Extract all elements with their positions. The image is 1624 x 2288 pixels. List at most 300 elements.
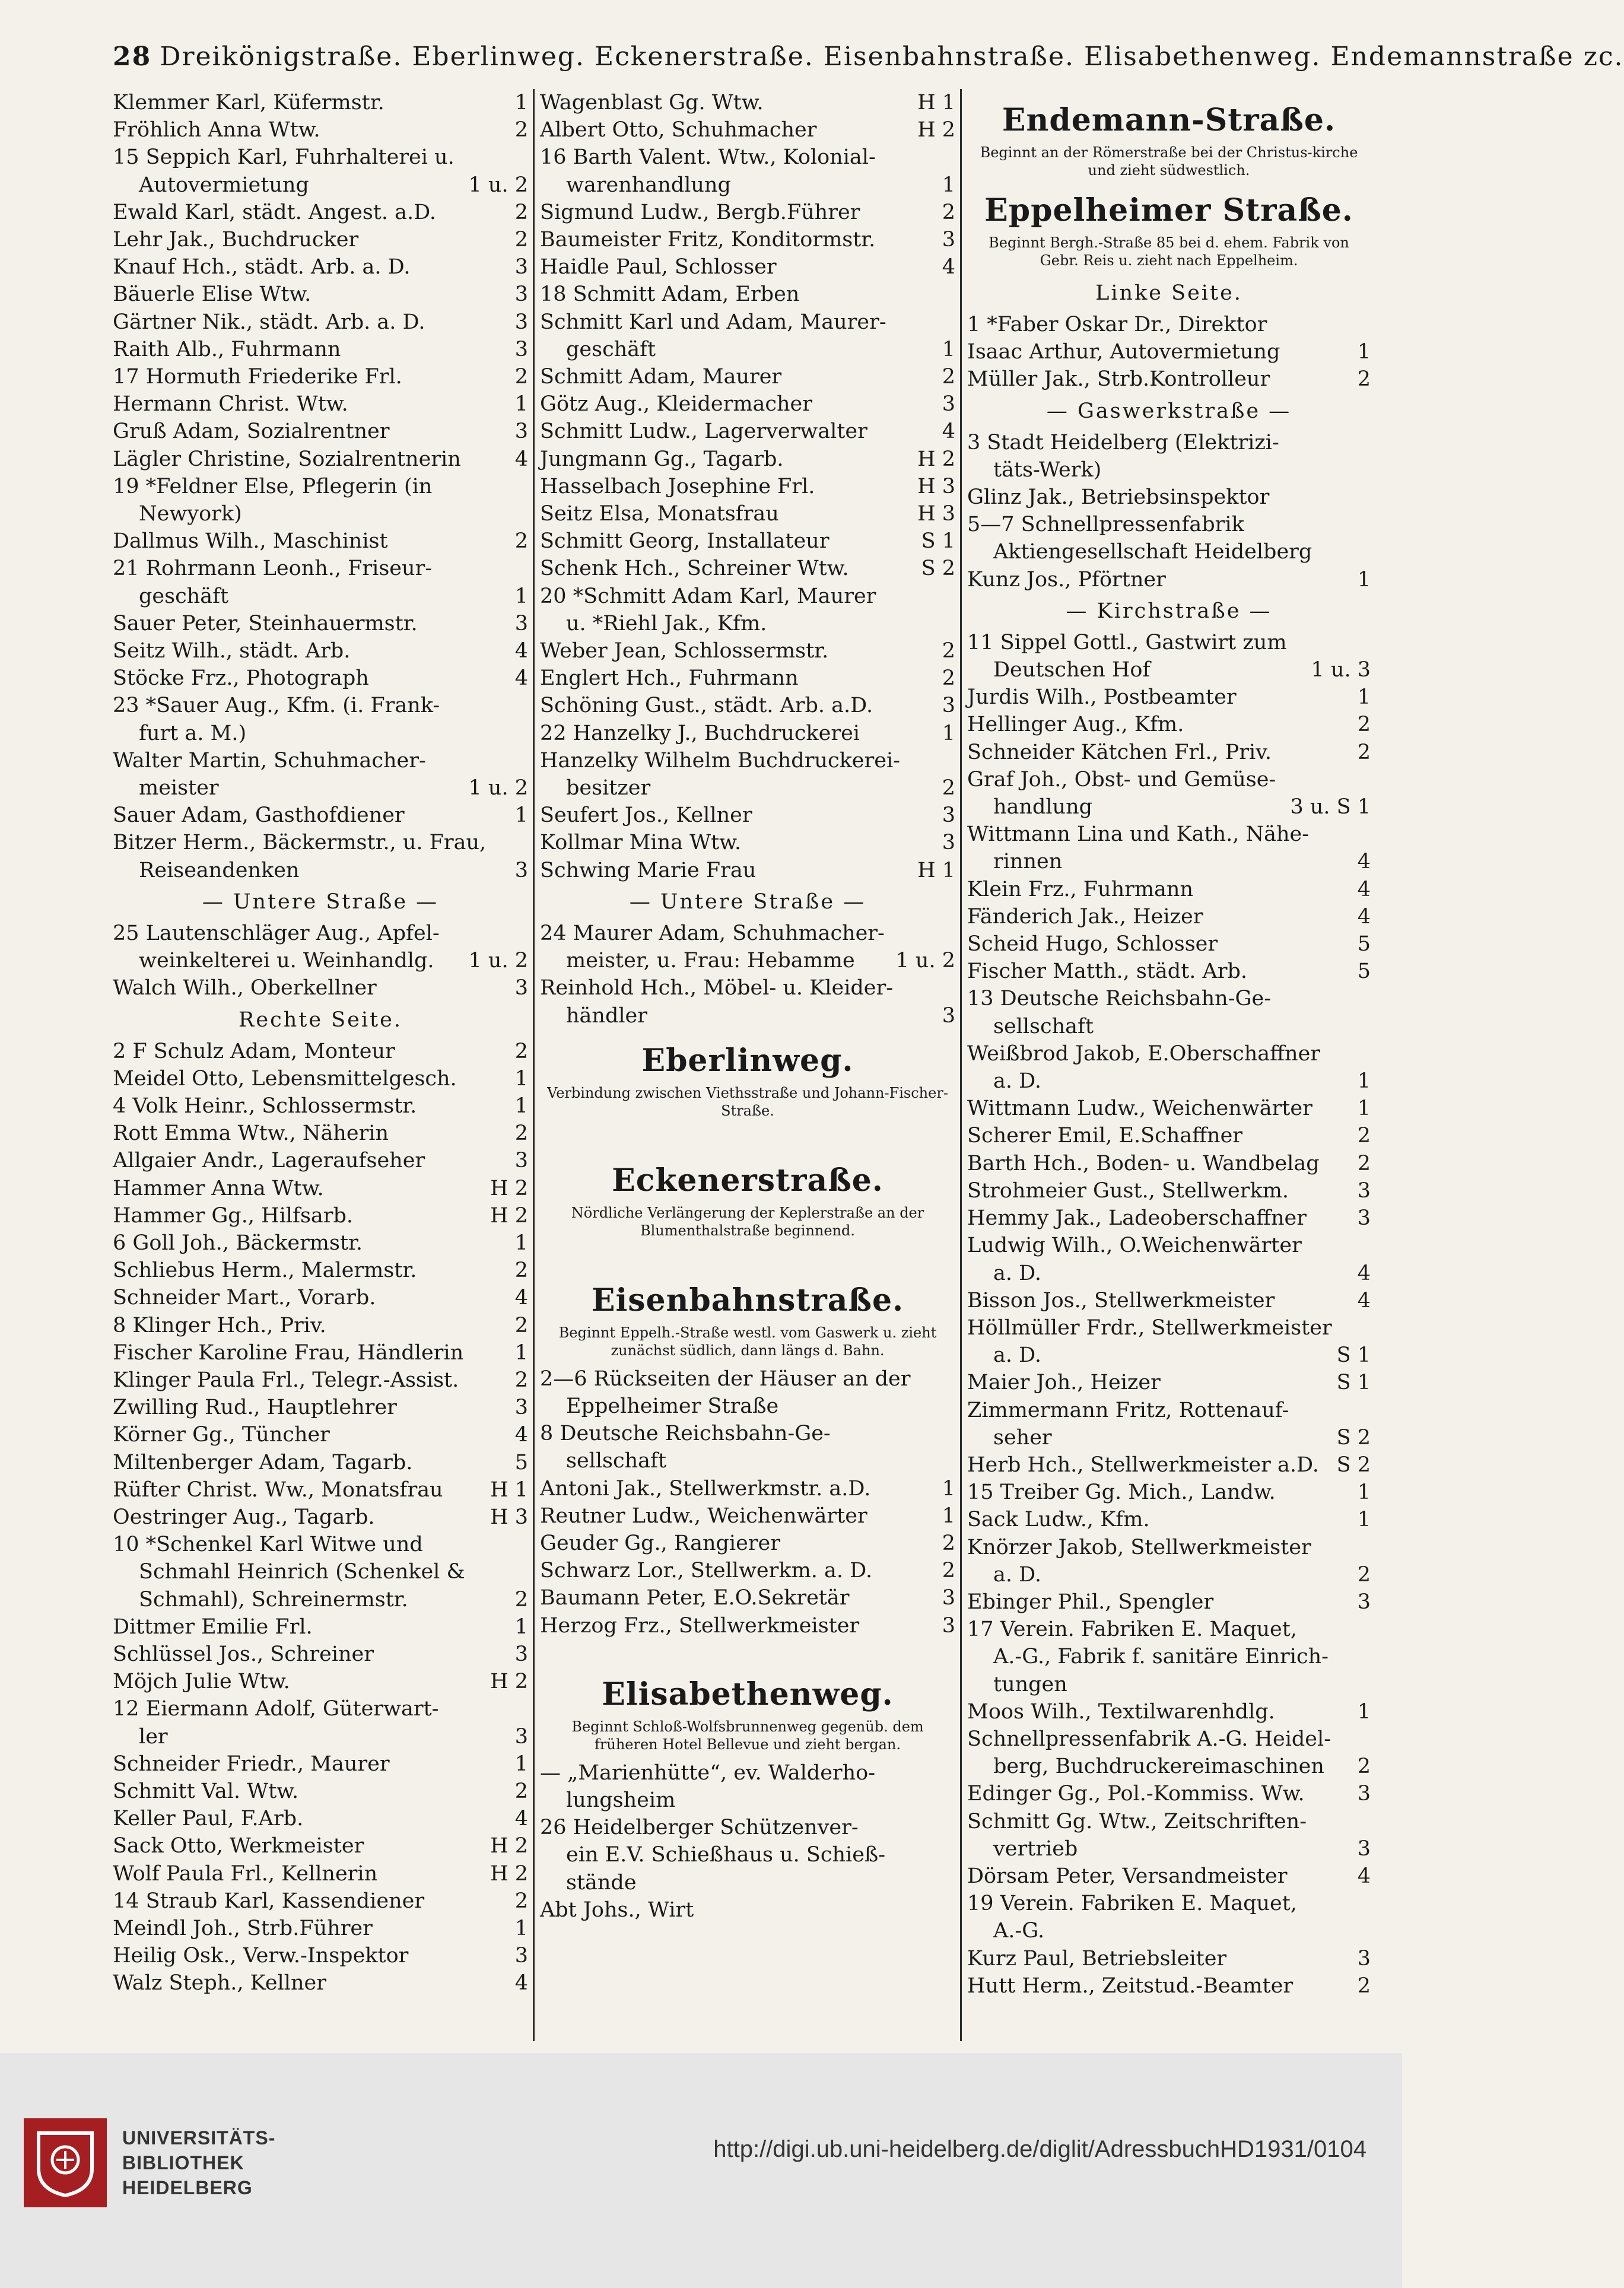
entry-text: 19 Verein. Fabriken E. Maquet, [967,1892,1297,1916]
entry-floor: H 2 [490,1834,528,1858]
entry-text: Rott Emma Wtw., Näherin [113,1121,389,1146]
entry-text: Baumann Peter, E.O.Sekretär [540,1586,850,1610]
entry-floor: 2 [942,639,955,663]
directory-entry [967,1808,1371,1835]
entry-floor: 3 [1357,1782,1371,1806]
entry-text: Kollmar Mina Wtw. [540,831,742,855]
entry-floor: 2 [514,1121,528,1146]
entry-floor: 3 [942,1003,955,1028]
directory-entry [540,1814,955,1841]
directory-entry [113,1942,528,1969]
entry-floor: 4 [1357,904,1371,929]
directory-entry [113,1613,528,1641]
viewer-footer [0,2053,1402,2288]
entry-text: 23 *Sauer Aug., Kfm. (i. Frank- [113,694,440,718]
entry-text: sellschaft [993,1014,1094,1038]
directory-entry [967,1890,1371,1917]
entry-text: Barth Hch., Boden- u. Wandbelag [967,1151,1320,1175]
page-header [113,30,1624,83]
entry-continuation [113,1558,528,1585]
entry-continuation [540,1869,955,1896]
entry-continuation [967,1561,1371,1588]
entry-floor: H 2 [490,1203,528,1228]
entry-floor: 1 [514,803,528,828]
directory-entry [113,974,528,1002]
directory-entry [540,857,955,884]
directory-entry [113,226,528,253]
entry-continuation [113,171,528,199]
directory-entry [540,199,955,226]
entry-text: Hermann Christ. Wtw. [113,392,348,417]
entry-text: Graf Joh., Obst- und Gemüse- [967,767,1276,792]
directory-entry [967,1451,1371,1479]
entry-floor: 1 [1357,1097,1371,1121]
directory-entry [540,1557,955,1584]
entry-floor: 2 [514,200,528,224]
entry-text: Schneider Mart., Vorarb. [113,1286,376,1310]
entry-floor: 2 [514,365,528,389]
directory-entry [113,1641,528,1668]
entry-floor: 4 [1357,850,1371,874]
entry-floor: 4 [514,1807,528,1831]
entry-text: Herzog Frz., Stellwerkmeister [540,1613,860,1638]
entry-continuation [113,947,528,974]
entry-continuation [113,1586,528,1613]
directory-entry [113,829,528,856]
entry-text: Newyork) [139,502,242,526]
section-subheading: — Kirchstraße — [1066,599,1272,623]
entry-floor: 2 [1357,1151,1371,1175]
entry-text: Schmitt Karl und Adam, Maurer- [540,310,886,334]
entry-text: Schmitt Val. Wtw. [113,1779,299,1803]
section-subheading: — Untere Straße — [202,889,439,914]
entry-text: ler [139,1724,168,1749]
entry-text: Ewald Karl, städt. Angest. a.D. [113,200,437,224]
page-number: 28 [113,41,152,72]
entry-text: Heilig Osk., Verw.-Inspektor [113,1944,409,1968]
entry-text: a. D. [993,1261,1042,1285]
entry-text: Aktiengesellschaft Heidelberg [993,540,1312,564]
entry-continuation [540,336,955,363]
directory-entry [113,1695,528,1723]
entry-floor: 2 [514,1587,528,1612]
street-heading: Endemann-Straße. [1002,102,1336,138]
entry-text: Sauer Adam, Gasthofdiener [113,803,405,828]
entry-text: Eppelheimer Straße [566,1394,779,1418]
directory-entry [967,1205,1371,1232]
entry-floor: 2 [514,1368,528,1392]
directory-entry [967,1588,1371,1616]
entry-floor: 3 [514,1396,528,1420]
entry-text: Seitz Wilh., städt. Arb. [113,639,351,663]
entry-text: händler [566,1003,647,1028]
entry-floor: H 2 [490,1861,528,1886]
entry-text: Schwing Marie Frau [540,858,757,882]
directory-entry [113,281,528,308]
entry-text: vertrieb [993,1836,1078,1861]
directory-entry [113,1504,528,1531]
entry-text: Strohmeier Gust., Stellwerkm. [967,1178,1289,1203]
entry-floor: 3 [942,228,955,252]
entry-floor: 1 [1357,685,1371,710]
entry-text: sellschaft [566,1449,667,1473]
directory-entry [113,390,528,418]
entry-text: Schneider Kätchen Frl., Priv. [967,740,1272,764]
entry-floor: 2 [514,1779,528,1803]
directory-entry [113,1065,528,1092]
entry-text: meister [139,776,219,800]
entry-text: geschäft [139,584,229,608]
entry-floor: S 2 [921,557,955,581]
entry-continuation [967,1643,1371,1670]
entry-floor: H 3 [917,474,955,498]
entry-text: Wittmann Ludw., Weichenwärter [967,1097,1312,1121]
directory-entry [967,739,1371,766]
entry-text: Geuder Gg., Rangierer [540,1531,780,1555]
directory-entry [967,311,1371,338]
directory-entry [113,1202,528,1229]
directory-entry [967,1534,1371,1561]
entry-floor: 2 [942,200,955,224]
directory-entry [540,720,955,747]
entry-floor: 2 [942,776,955,800]
directory-entry [113,1284,528,1311]
directory-entry [113,1339,528,1367]
directory-entry [113,144,528,171]
entry-text: Fänderich Jak., Heizer [967,904,1203,929]
entry-text: Meindl Joh., Strb.Führer [113,1917,373,1940]
entry-text: besitzer [566,776,651,800]
entry-continuation [967,1835,1371,1863]
entry-floor: S 1 [1336,1371,1371,1395]
directory-entry [967,930,1371,958]
directory-page [113,24,1624,2041]
entry-floor: 3 [1357,1836,1371,1861]
entry-text: Fröhlich Anna Wtw. [113,118,320,142]
directory-entry [540,747,955,774]
entry-text: Antoni Jak., Stellwerkmstr. a.D. [540,1476,871,1501]
entry-text: Isaac Arthur, Autovermietung [967,340,1280,364]
entry-text: Höllmüller Frdr., Stellwerkmeister [967,1315,1332,1340]
entry-floor: 1 u. 2 [895,949,955,973]
entry-text: A.-G., Fabrik f. sanitäre Einrich- [993,1645,1329,1669]
entry-text: Hammer Gg., Hilfsarb. [113,1203,354,1228]
entry-floor: 4 [514,1971,528,1995]
entry-text: a. D. [993,1343,1042,1368]
entry-floor: 3 [514,611,528,635]
directory-entry [540,418,955,445]
directory-entry [967,1780,1371,1807]
entry-continuation [967,456,1371,484]
entry-floor: 3 [514,1944,528,1968]
entry-text: A.-G. [993,1919,1045,1943]
entry-floor: 1 [514,1615,528,1639]
entry-text: Stöcke Frz., Photograph [113,666,369,691]
entry-floor: H 3 [917,502,955,526]
section-gap [540,1126,955,1149]
street-description: Beginnt an der Römerstraße bei der Christus-kirche und zieht südwestlich. [980,144,1358,179]
entry-floor: 1 [942,1476,955,1501]
entry-floor: 1 [942,337,955,361]
entry-continuation [540,610,955,637]
entry-text: u. *Riehl Jak., Kfm. [566,611,767,635]
directory-entry [113,253,528,281]
entry-text: Hemmy Jak., Ladeoberschaffner [967,1206,1307,1231]
column-right [967,89,1371,2041]
entry-continuation [113,720,528,747]
entry-text: Schliebus Herm., Malermstr. [113,1259,417,1283]
entry-text: Abt Johs., Wirt [540,1898,694,1922]
entry-text: Schnellpressenfabrik A.-G. Heidel- [967,1727,1331,1751]
directory-entry [540,1612,955,1639]
entry-continuation [113,857,528,884]
entry-text: Glinz Jak., Betriebsinspektor [967,485,1270,510]
entry-text: 4 Volk Heinr., Schlossermstr. [113,1094,417,1118]
street-description: Beginnt Bergh.-Straße 85 bei d. ehem. Fabrik von Gebr. Reis u. zieht nach Eppelheim. [989,234,1349,269]
directory-entry [113,1750,528,1778]
entry-text: Dörsam Peter, Versandmeister [967,1864,1288,1888]
directory-entry [540,390,955,418]
directory-entry [967,511,1371,538]
entry-floor: 1 [514,91,528,115]
library-logo[interactable] [24,2118,275,2207]
directory-entry [967,1150,1371,1177]
library-name: UNIVERSITÄTS- BIBLIOTHEK HEIDELBERG [122,2127,276,2198]
directory-entry [540,527,955,555]
directory-entry [967,684,1371,711]
entry-floor: 2 [514,1889,528,1913]
directory-entry [113,199,528,226]
directory-entry [540,555,955,582]
entry-floor: 1 u. 3 [1311,658,1371,682]
entry-text: 2—6 Rückseiten der Häuser an der [540,1367,911,1391]
street-heading: Elisabethenweg. [602,1676,894,1712]
entry-continuation [967,848,1371,875]
directory-entry [967,1397,1371,1424]
entry-floor: 3 [514,255,528,279]
entry-floor: 2 [514,1259,528,1283]
entry-floor: S 2 [1336,1425,1371,1450]
entry-floor: 2 [514,529,528,554]
entry-continuation [967,1753,1371,1780]
directory-entry [967,1095,1371,1122]
directory-entry [967,1040,1371,1067]
directory-entry [967,1314,1371,1342]
entry-floor: 5 [1357,932,1371,956]
entry-floor: H 2 [490,1670,528,1694]
directory-entry [967,1863,1371,1890]
street-description: Verbindung zwischen Viethsstraße und Johann-Fischer-Straße. [547,1084,948,1119]
entry-floor: 4 [1357,1261,1371,1285]
entry-floor: S 2 [1336,1453,1371,1477]
entry-floor: 5 [1357,959,1371,984]
entry-text: 3 Stadt Heidelberg (Elektrizi- [967,430,1279,455]
entry-text: furt a. M.) [139,721,247,745]
section-subheading: — Gaswerkstraße — [1046,399,1292,423]
entry-text: Hanzelky Wilhelm Buchdruckerei- [540,748,900,773]
entry-floor: S 1 [1336,1343,1371,1368]
directory-entry [113,309,528,336]
entry-floor: 1 [514,1917,528,1940]
entry-floor: 1 u. 2 [468,776,528,800]
entry-continuation [967,656,1371,684]
entry-continuation [967,1424,1371,1451]
entry-floor: 3 [942,694,955,718]
directory-entry [113,336,528,363]
entry-floor: 2 [514,118,528,142]
directory-entry [967,1177,1371,1205]
entry-text: handlung [993,795,1093,819]
entry-text: Seufert Jos., Kellner [540,803,752,828]
entry-text: Schwarz Lor., Stellwerkm. a. D. [540,1559,873,1583]
entry-continuation [540,1841,955,1868]
entry-text: seher [993,1425,1052,1450]
directory-entry [113,1421,528,1448]
entry-text: 15 Seppich Karl, Fuhrhalterei u. [113,145,455,170]
entry-text: meister, u. Frau: Hebamme [566,949,855,973]
directory-entry [113,1257,528,1284]
entry-text: Schmitt Gg. Wtw., Zeitschriften- [967,1809,1307,1833]
column-left [113,89,528,2041]
directory-entry [540,309,955,336]
entry-continuation [967,1342,1371,1369]
entry-floor: 4 [514,447,528,471]
street-heading: Eisenbahnstraße. [591,1282,904,1318]
entry-text: Herb Hch., Stellwerkmeister a.D. [967,1453,1319,1477]
directory-entry [113,692,528,719]
entry-floor: 1 [514,584,528,608]
directory-entry [540,89,955,116]
directory-entry [967,429,1371,456]
directory-entry [967,1945,1371,1972]
entry-continuation [540,171,955,199]
entry-floor: 1 [514,1094,528,1118]
entry-text: Schmitt Adam, Maurer [540,365,782,389]
entry-text: Scherer Emil, E.Schaffner [967,1124,1243,1148]
directory-entry [540,692,955,719]
entry-floor: 4 [514,1423,528,1447]
entry-text: Dallmus Wilh., Maschinist [113,529,388,554]
directory-entry [540,473,955,500]
entry-text: berg, Buchdruckereimaschinen [993,1755,1324,1779]
column-middle [540,89,955,2041]
entry-text: Edinger Gg., Pol.-Kommiss. Ww. [967,1782,1305,1806]
directory-entry [540,500,955,527]
directory-entry [967,1698,1371,1725]
entry-text: Knauf Hch., städt. Arb. a. D. [113,255,411,279]
directory-entry [113,1394,528,1421]
entry-text: Walter Martin, Schuhmacher- [113,748,426,773]
entry-floor: 2 [1357,367,1371,392]
entry-floor: 2 [1357,1755,1371,1779]
entry-text: Wolf Paula Frl., Kellnerin [113,1861,378,1886]
entry-floor: 4 [1357,877,1371,901]
directory-entry [113,1860,528,1887]
entry-text: Baumeister Fritz, Konditormstr. [540,228,876,252]
directory-entry [967,1725,1371,1753]
entry-floor: 1 u. 2 [468,173,528,197]
entry-floor: 1 [514,392,528,417]
entry-text: Allgaier Andr., Lageraufseher [113,1149,425,1173]
entry-text: Gruß Adam, Sozialrentner [113,420,390,444]
entry-text: Albert Otto, Schuhmacher [540,118,817,142]
entry-floor: 3 [514,976,528,1000]
entry-text: Reutner Ludw., Weichenwärter [540,1504,867,1528]
entry-floor: 1 [942,173,955,197]
directory-entry [540,116,955,144]
entry-floor: H 1 [917,858,955,882]
entry-floor: 1 [1357,1480,1371,1505]
entry-floor: 4 [514,1286,528,1310]
entry-text: täts-Werk) [993,457,1102,482]
entry-text: Sauer Peter, Steinhauermstr. [113,611,418,635]
entry-floor: 3 u. S 1 [1290,795,1371,819]
entry-text: Schöning Gust., städt. Arb. a.D. [540,694,873,718]
entry-text: Walch Wilh., Oberkellner [113,976,377,1000]
street-description: Nördliche Verlängerung der Keplerstraße an der Blumenthalstraße beginnend. [571,1204,924,1239]
directory-entry [540,253,955,281]
entry-floor: 1 [514,1340,528,1365]
section-subheading: — Untere Straße — [629,889,866,914]
entry-floor: 2 [1357,713,1371,737]
directory-entry [113,473,528,500]
entry-text: Meidel Otto, Lebensmittelgesch. [113,1066,457,1091]
entry-floor: 2 [514,1313,528,1337]
entry-continuation [967,1260,1371,1287]
directory-entry [540,583,955,610]
directory-entry [113,1832,528,1860]
directory-entry [540,1420,955,1447]
entry-text: Scheid Hugo, Schlosser [967,932,1218,956]
directory-entry [113,802,528,829]
entry-text: 14 Straub Karl, Kassendiener [113,1889,425,1913]
entry-text: 8 Deutsche Reichsbahn-Ge- [540,1422,831,1446]
entry-text: Ludwig Wilh., O.Weichenwärter [967,1234,1302,1258]
directory-entry [967,1287,1371,1314]
entry-text: a. D. [993,1069,1042,1094]
entry-text: 5—7 Schnellpressenfabrik [967,513,1244,537]
directory-entry [113,1449,528,1476]
directory-entry [540,1365,955,1393]
entry-text: Schmitt Georg, Installateur [540,529,830,554]
directory-entry [113,555,528,582]
entry-text: Kurz Paul, Betriebsleiter [967,1946,1227,1971]
directory-entry [540,144,955,171]
entry-text: 12 Eiermann Adolf, Güterwart- [113,1697,439,1721]
entry-continuation [113,1723,528,1750]
directory-entry [540,829,955,856]
entry-text: tungen [993,1672,1067,1696]
directory-entry [113,1969,528,1997]
entry-floor: H 2 [917,447,955,471]
permalink-url[interactable]: http://digi.ub.uni-heidelberg.de/diglit/AdressbuchHD1931/0104 [713,2136,1366,2162]
directory-entry [113,1175,528,1202]
entry-floor: 3 [514,1724,528,1749]
directory-entry [540,1896,955,1924]
column-divider [533,89,535,2041]
entry-text: Wittmann Lina und Kath., Nähe- [967,822,1310,847]
entry-text: 19 *Feldner Else, Pflegerin (in [113,474,433,498]
entry-text: geschäft [566,337,656,361]
directory-entry [967,338,1371,366]
entry-text: Sack Ludw., Kfm. [967,1508,1150,1532]
entry-floor: 4 [1357,1864,1371,1888]
directory-entry [113,446,528,473]
entry-text: Haidle Paul, Schlosser [540,255,777,279]
directory-entry [540,974,955,1002]
directory-entry [113,116,528,144]
directory-entry [540,1584,955,1612]
